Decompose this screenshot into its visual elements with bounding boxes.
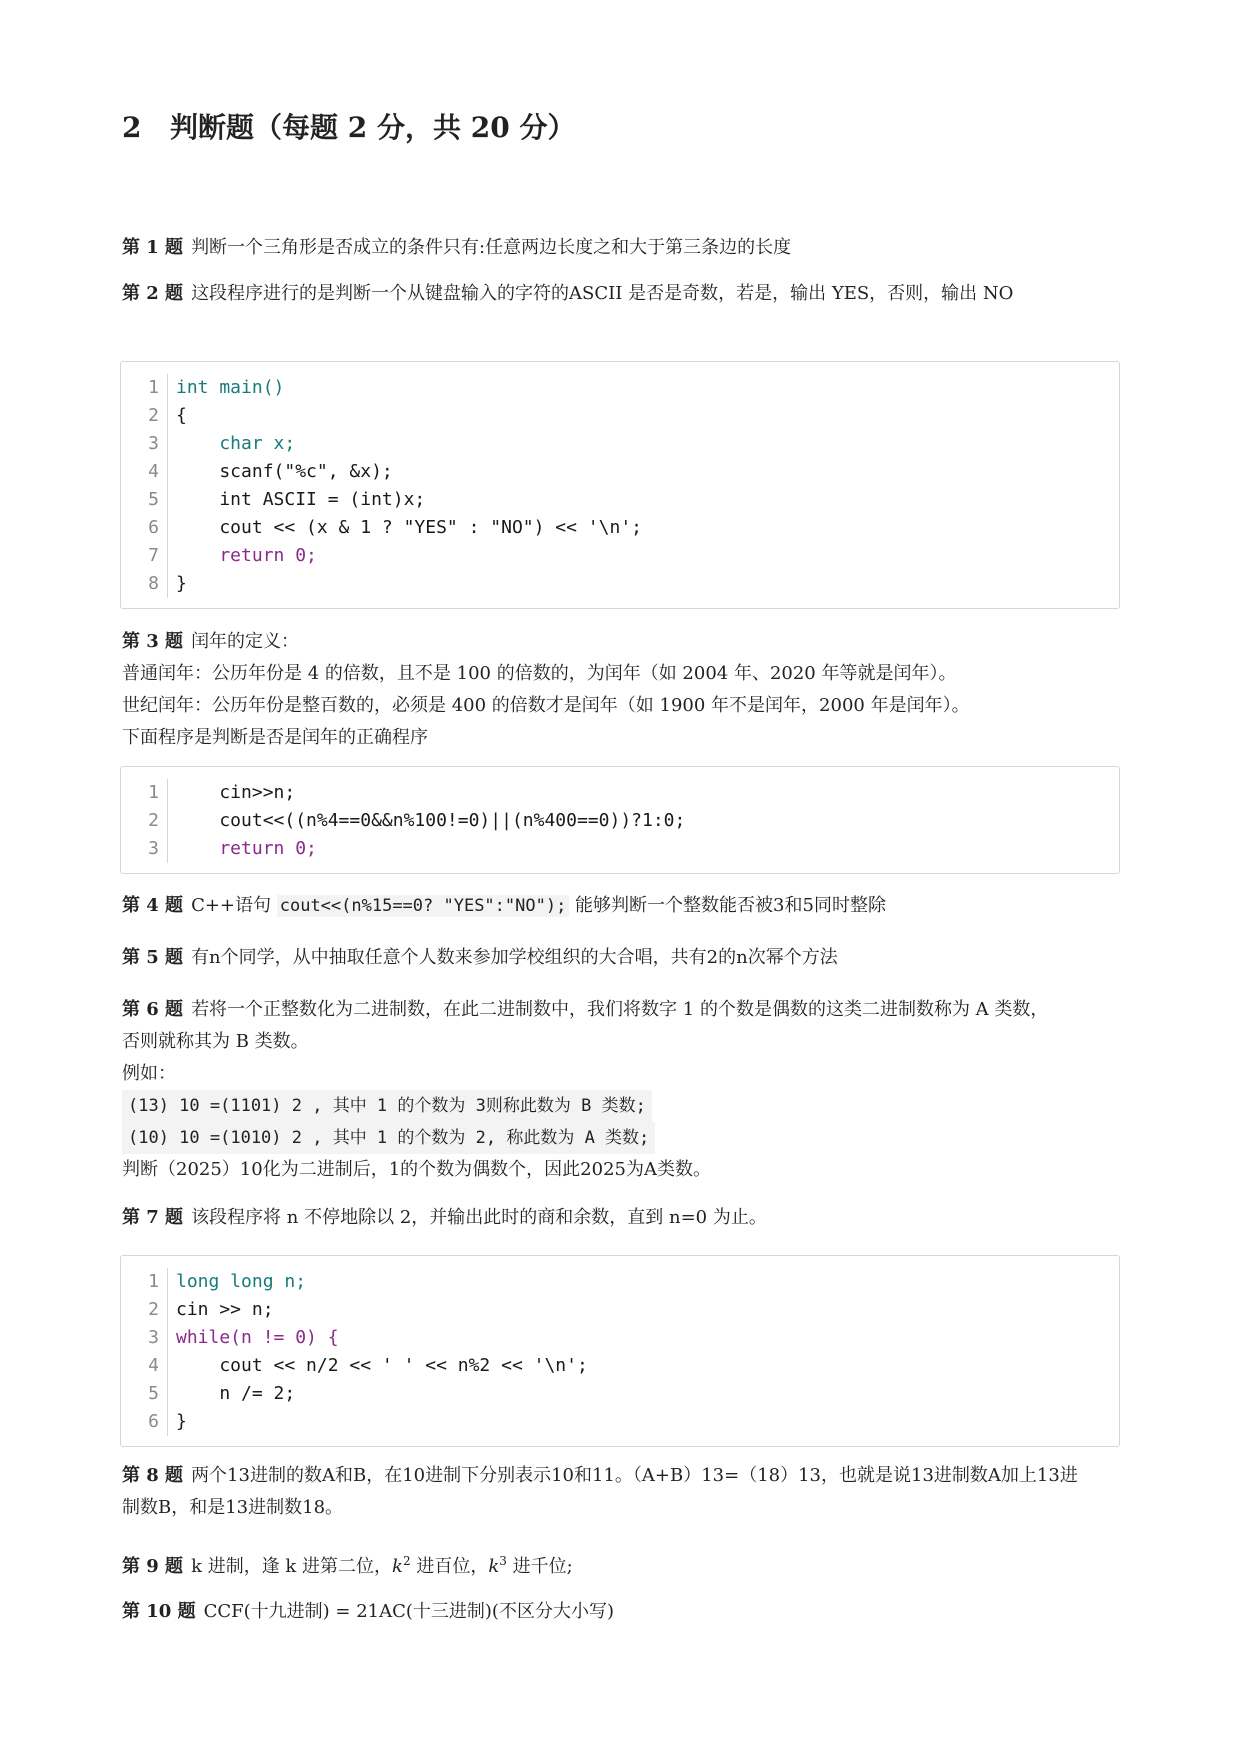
code-line: 1 long long n; [121,1268,1119,1296]
section-number: 2 [122,111,142,144]
code-text: int main() [176,377,285,398]
code-line: 8 } [121,570,1119,598]
question-text: k 进制，逢 k 进第二位， [191,1556,393,1577]
code-text: n /= 2; [176,1383,296,1404]
code-line: 5 n /= 2; [121,1380,1119,1408]
question-label: 第 4 题 [122,895,184,916]
code-text: int ASCII = (int)x; [176,489,426,510]
code-text: long long n; [176,1271,307,1292]
question-text: 判断一个三角形是否成立的条件只有:任意两边长度之和大于第三条边的长度 [191,237,792,258]
code-text: return 0; [176,545,317,566]
code-line: 4 scanf("%c", &x); [121,458,1119,486]
code-text: cin >> n; [176,1299,274,1320]
question-label: 第 1 题 [122,237,184,258]
code-line: 6 } [121,1408,1119,1436]
question-label: 第 7 题 [122,1207,184,1228]
k-variable: k [392,1556,403,1577]
code-line: 3 while(n != 0) { [121,1324,1119,1352]
code-text: cout << n/2 << ' ' << n%2 << '\n'; [176,1355,588,1376]
code-text: return 0; [176,838,317,859]
section-title-text: 判断题（每题 2 分，共 20 分） [170,111,576,144]
code-line: 1 cin>>n; [121,779,1119,807]
question-text: 世纪闰年：公历年份是整百数的，必须是 400 的倍数才是闰年（如 1900 年不是闰年，2000 年是闰年）。 [122,695,970,716]
code-line: 2 cout<<((n%4==0&&n%100!=0)||(n%400==0))?1:0; [121,807,1119,835]
code-block-3 [120,1255,1120,1447]
question-text: 有n个同学，从中抽取任意个人数来参加学校组织的大合唱，共有2的n次幂个方法 [191,947,838,968]
question-text: 判断（2025）10化为二进制后，1的个数为偶数个，因此2025为A类数。 [122,1159,711,1180]
exponent: 3 [499,1554,507,1568]
code-line: 2 { [121,402,1119,430]
exponent: 2 [402,1554,411,1568]
question-text: 普通闰年：公历年份是 4 的倍数，且不是 100 的倍数的，为闰年（如 2004 年、2020 年等就是闰年）。 [122,663,957,684]
question-label: 第 8 题 [122,1465,184,1486]
code-line: 4 cout << n/2 << ' ' << n%2 << '\n'; [121,1352,1119,1380]
question-1 [122,232,1122,264]
question-5 [122,942,1122,974]
question-10 [122,1596,1122,1628]
section-title [122,106,575,146]
code-text: cin>>n; [176,782,296,803]
question-label: 第 10 题 [122,1601,196,1622]
question-6 [122,994,1122,1186]
question-text: 若将一个正整数化为二进制数，在此二进制数中，我们将数字 1 的个数是偶数的这类二进制数称为 A 类数， [191,999,1049,1020]
code-text: cout<<((n%4==0&&n%100!=0)||(n%400==0))?1:0; [176,810,686,831]
question-text: 这段程序进行的是判断一个从键盘输入的字符的ASCII 是否是奇数，若是，输出 YES，否则，输出 NO [191,283,1014,304]
question-text: 进百位， [410,1556,489,1577]
code-line: 1 int main() [121,374,1119,402]
question-text: 闰年的定义： [191,631,300,652]
code-block-1 [120,361,1120,609]
question-4 [122,890,1122,922]
question-text: 下面程序是判断是否是闰年的正确程序 [122,727,428,748]
question-text: C++语句 [191,895,271,916]
code-line: 3 char x; [121,430,1119,458]
k-variable: k [488,1556,500,1577]
code-line: 3 return 0; [121,835,1119,863]
question-text: 进千位; [506,1556,573,1577]
example-line: (10) 10 =(1010) 2 , 其中 1 的个数为 2, 称此数为 A 类数; [122,1122,655,1154]
code-text: } [176,573,187,594]
code-line: 5 int ASCII = (int)x; [121,486,1119,514]
code-line: 6 cout << (x & 1 ? "YES" : "NO") << '\n'; [121,514,1119,542]
question-label: 第 3 题 [122,631,184,652]
inline-code: cout<<(n%15==0? "YES":"NO"); [277,895,570,917]
question-9 [122,1545,1122,1583]
question-text: 该段程序将 n 不停地除以 2，并输出此时的商和余数，直到 n=0 为止。 [191,1207,767,1228]
code-line: 7 return 0; [121,542,1119,570]
question-text: CCF(十九进制) = 21AC(十三进制)(不区分大小写) [203,1601,614,1622]
question-text: 能够判断一个整数能否被3和5同时整除 [575,895,886,916]
question-label: 第 6 题 [122,999,184,1020]
code-text: cout << (x & 1 ? "YES" : "NO") << '\n'; [176,517,642,538]
example-line: (13) 10 =(1101) 2 , 其中 1 的个数为 3则称此数为 B 类数; [122,1090,652,1122]
question-8 [122,1460,1122,1524]
code-text: char x; [176,433,296,454]
question-text: 两个13进制的数A和B，在10进制下分别表示10和11。（A+B）13=（18）13，也就是说13进制数A加上13进 [191,1465,1078,1486]
question-label: 第 9 题 [122,1556,184,1577]
code-block-2 [120,766,1120,874]
question-label: 第 5 题 [122,947,184,968]
code-text: } [176,1411,187,1432]
question-text: 否则就称其为 B 类数。 [122,1031,309,1052]
code-line: 2 cin >> n; [121,1296,1119,1324]
code-text: scanf("%c", &x); [176,461,393,482]
question-3 [122,626,1122,754]
question-text: 例如： [122,1063,176,1084]
code-text: while(n != 0) { [176,1327,339,1348]
question-2 [122,278,1122,310]
question-7 [122,1202,1122,1234]
code-text: { [176,405,187,426]
question-label: 第 2 题 [122,283,184,304]
question-text: 制数B，和是13进制数18。 [122,1497,344,1518]
